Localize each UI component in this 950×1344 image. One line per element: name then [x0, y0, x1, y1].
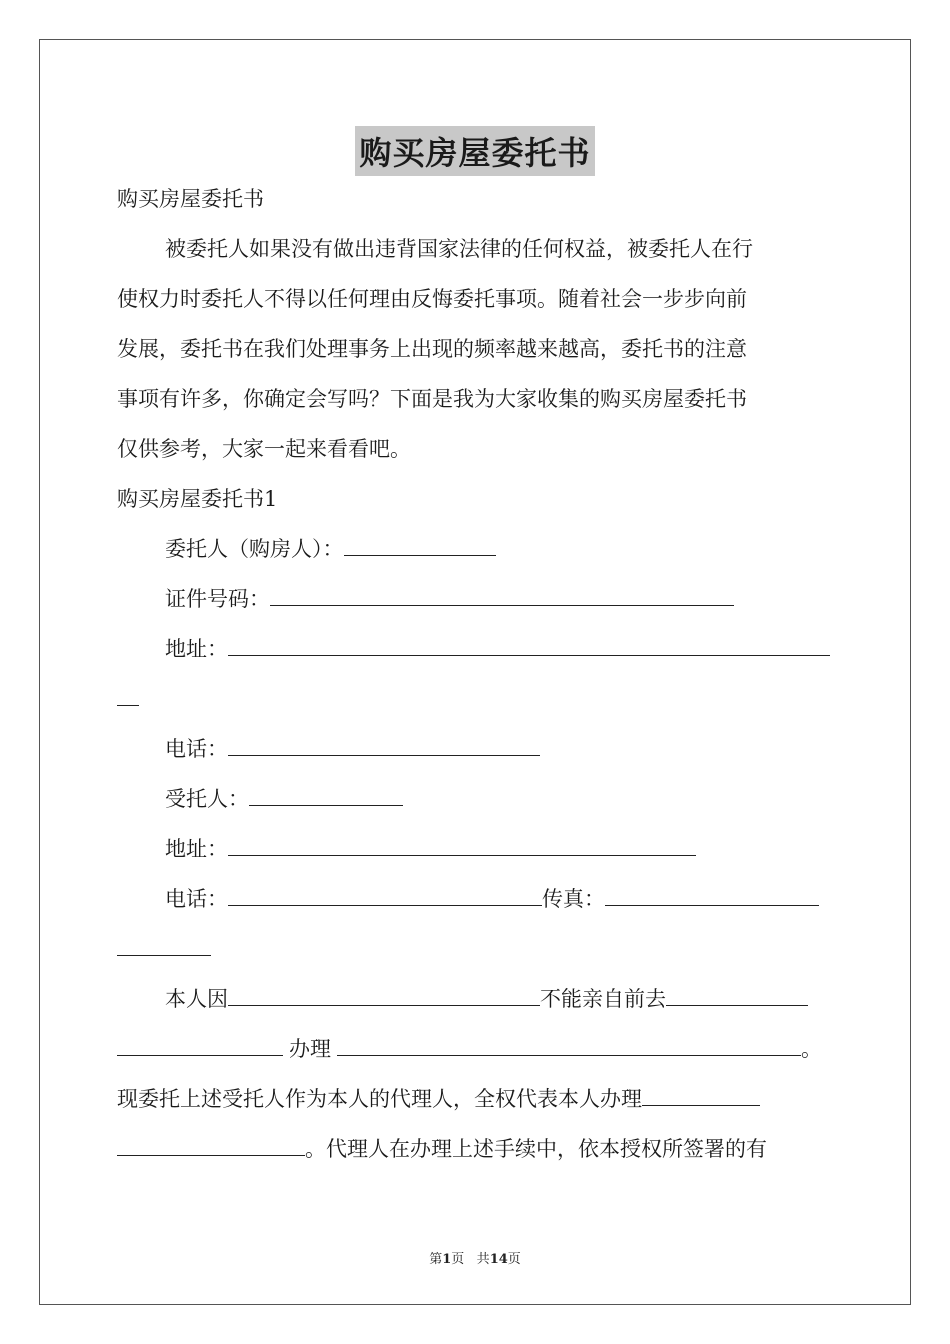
- intro-text: 被委托人如果没有做出违背国家法律的任何权益，被委托人在行: [165, 237, 753, 261]
- address1-blank[interactable]: [228, 637, 830, 656]
- body-line: [165, 984, 835, 1014]
- trustee-label: 受托人：: [165, 787, 249, 811]
- client-blank[interactable]: [344, 537, 496, 556]
- place-blank-cont[interactable]: [117, 1037, 283, 1056]
- intro-line: 发展，委托书在我们处理事务上出现的频率越来越高，委托书的注意: [117, 337, 747, 361]
- because-text: 本人因: [165, 987, 228, 1011]
- phone1-blank[interactable]: [228, 737, 540, 756]
- place-blank[interactable]: [666, 987, 808, 1006]
- subtitle: 购买房屋委托书: [117, 187, 264, 211]
- fax-continuation: [117, 934, 835, 964]
- page-suffix: 页: [451, 1252, 465, 1267]
- fax-blank-cont[interactable]: [117, 937, 211, 956]
- phone1-field: [165, 734, 835, 764]
- id-number-field: [165, 584, 835, 614]
- fax-label: 传真：: [542, 887, 605, 911]
- phone2-blank[interactable]: [228, 887, 542, 906]
- address1-label: 地址：: [165, 637, 228, 661]
- total-prefix: 共: [476, 1252, 490, 1267]
- intro-line: [165, 234, 835, 264]
- delegate-blank-cont[interactable]: [117, 1137, 305, 1156]
- handle-text: 办理: [289, 1037, 331, 1061]
- body-line: [117, 1084, 835, 1114]
- fax-blank[interactable]: [605, 887, 819, 906]
- phone2-fax-field: [165, 884, 835, 914]
- tail-period: 。: [305, 1137, 326, 1161]
- delegate-text: 现委托上述受托人作为本人的代理人，全权代表本人办理: [117, 1087, 642, 1111]
- intro-line: 使权力时委托人不得以任何理由反悔委托事项。随着社会一步步向前: [117, 287, 747, 311]
- address1-field: [165, 634, 835, 664]
- phone1-label: 电话：: [165, 737, 228, 761]
- cannot-go-text: 不能亲自前去: [540, 987, 666, 1011]
- document-title: 购买房屋委托书: [355, 126, 594, 176]
- phone2-label: 电话：: [165, 887, 228, 911]
- intro-line: 仅供参考，大家一起来看看吧。: [117, 437, 411, 461]
- tail-text: 代理人在办理上述手续中，依本授权所签署的有: [326, 1137, 767, 1161]
- page-prefix: 第: [429, 1252, 443, 1267]
- address1-continuation: [117, 684, 835, 714]
- period-text: 。: [801, 1037, 822, 1061]
- address2-label: 地址：: [165, 837, 228, 861]
- body-line: [117, 1034, 835, 1064]
- trustee-field: [165, 784, 835, 814]
- page-total: 14: [489, 1252, 508, 1267]
- trustee-blank[interactable]: [249, 787, 403, 806]
- address2-field: [165, 834, 835, 864]
- section-heading: 购买房屋委托书1: [117, 487, 278, 511]
- matter-blank[interactable]: [337, 1037, 801, 1056]
- intro-line: 事项有许多，你确定会写吗？下面是我为大家收集的购买房屋委托书: [117, 387, 747, 411]
- page-frame: [39, 39, 911, 1305]
- address1-blank-cont[interactable]: [117, 687, 139, 706]
- document-title-wrap: [0, 126, 950, 176]
- address2-blank[interactable]: [228, 837, 696, 856]
- page-current: 1: [442, 1252, 452, 1267]
- total-suffix: 页: [507, 1252, 521, 1267]
- reason-blank[interactable]: [228, 987, 540, 1006]
- delegate-blank[interactable]: [642, 1087, 760, 1106]
- id-number-blank[interactable]: [270, 587, 734, 606]
- page-footer: [0, 1248, 950, 1267]
- client-label: 委托人（购房人）：: [165, 537, 344, 561]
- body-line: [117, 1134, 835, 1164]
- id-number-label: 证件号码：: [165, 587, 270, 611]
- client-field: [165, 534, 835, 564]
